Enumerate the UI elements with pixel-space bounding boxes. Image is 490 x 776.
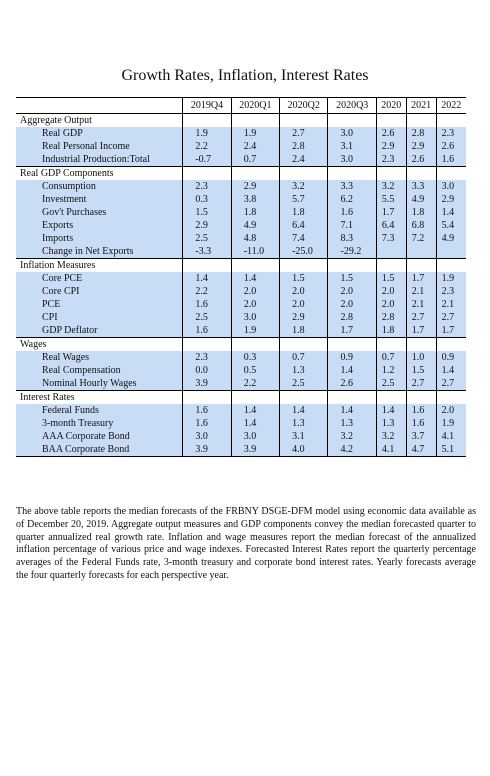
table-row	[16, 311, 466, 324]
table-row	[16, 364, 466, 377]
section-spacer	[231, 167, 279, 181]
table-cell: 1.6	[183, 324, 231, 338]
table-cell: 3.0	[183, 430, 231, 443]
section-spacer	[436, 259, 466, 273]
row-label: Federal Funds	[16, 404, 183, 417]
table-cell: 3.0	[231, 430, 279, 443]
table-cell: 0.3	[183, 193, 231, 206]
row-label: Consumption	[16, 180, 183, 193]
table-row	[16, 404, 466, 417]
column-header: 2020Q2	[280, 98, 328, 114]
table-row	[16, 245, 466, 259]
row-label: BAA Corporate Bond	[16, 443, 183, 456]
table-cell: 5.1	[436, 443, 466, 456]
table-cell: 1.3	[280, 417, 328, 430]
table-cell: 1.9	[231, 127, 279, 140]
table-cell: 1.5	[183, 206, 231, 219]
table-cell: 4.8	[231, 232, 279, 245]
table-cell: 1.4	[231, 417, 279, 430]
table-cell: -11.0	[231, 245, 279, 259]
table-cell: 2.5	[183, 311, 231, 324]
table-cell: 7.2	[406, 232, 436, 245]
table-cell: 1.9	[183, 127, 231, 140]
table-cell: 3.2	[328, 430, 376, 443]
table-cell: 2.0	[436, 404, 466, 417]
table-cell: 2.9	[231, 180, 279, 193]
table-row	[16, 324, 466, 338]
table-cell: 0.7	[376, 351, 406, 364]
table-cell: 2.6	[436, 140, 466, 153]
table-cell: 1.4	[436, 364, 466, 377]
table-cell	[436, 245, 466, 259]
table-cell: 1.7	[376, 206, 406, 219]
row-label: Real Personal Income	[16, 140, 183, 153]
row-label: Real Compensation	[16, 364, 183, 377]
table-cell: 0.3	[231, 351, 279, 364]
section-spacer	[231, 259, 279, 273]
table-cell: 1.7	[328, 324, 376, 338]
table-cell: 7.1	[328, 219, 376, 232]
section-spacer	[406, 338, 436, 352]
section-spacer	[231, 114, 279, 128]
table-cell: 1.8	[406, 206, 436, 219]
section-label: Wages	[16, 338, 183, 352]
table-row	[16, 351, 466, 364]
column-header: 2020	[376, 98, 406, 114]
section-spacer	[231, 338, 279, 352]
forecast-grid	[16, 98, 466, 456]
section-spacer	[406, 167, 436, 181]
table-cell: 3.0	[436, 180, 466, 193]
table-cell: 2.7	[406, 311, 436, 324]
table-cell: 4.1	[436, 430, 466, 443]
section-spacer	[436, 391, 466, 405]
table-cell: 2.7	[406, 377, 436, 391]
section-label: Real GDP Components	[16, 167, 183, 181]
table-cell: 2.3	[183, 180, 231, 193]
table-cell: 2.8	[328, 311, 376, 324]
table-cell: 2.5	[376, 377, 406, 391]
header-blank	[16, 98, 183, 114]
table-cell: 1.4	[328, 404, 376, 417]
table-cell: 2.7	[280, 127, 328, 140]
table-cell: 3.9	[231, 443, 279, 456]
table-cell: 2.6	[328, 377, 376, 391]
table-cell: 4.9	[231, 219, 279, 232]
row-label: Imports	[16, 232, 183, 245]
table-row	[16, 377, 466, 391]
table-cell: 4.0	[280, 443, 328, 456]
table-cell: 1.8	[280, 206, 328, 219]
table-row	[16, 285, 466, 298]
table-cell: 0.7	[231, 153, 279, 167]
column-header: 2020Q3	[328, 98, 376, 114]
table-cell: 2.1	[406, 298, 436, 311]
table-cell: 1.8	[280, 324, 328, 338]
table-cell: 3.1	[280, 430, 328, 443]
table-row	[16, 127, 466, 140]
section-spacer	[328, 114, 376, 128]
table-cell: 2.3	[376, 153, 406, 167]
table-cell: 1.6	[436, 153, 466, 167]
table-cell: 2.3	[436, 285, 466, 298]
table-row	[16, 140, 466, 153]
section-spacer	[406, 391, 436, 405]
row-label: Investment	[16, 193, 183, 206]
section-row	[16, 259, 466, 273]
table-cell: 3.3	[406, 180, 436, 193]
section-spacer	[280, 259, 328, 273]
table-cell: 2.6	[376, 127, 406, 140]
table-cell: 1.4	[376, 404, 406, 417]
table-cell: 1.4	[231, 404, 279, 417]
table-cell: 0.5	[231, 364, 279, 377]
table-cell: 1.2	[376, 364, 406, 377]
section-row	[16, 167, 466, 181]
table-row	[16, 193, 466, 206]
table-cell: 1.5	[328, 272, 376, 285]
section-spacer	[406, 259, 436, 273]
row-label: Real Wages	[16, 351, 183, 364]
section-row	[16, 391, 466, 405]
table-cell: 1.4	[280, 404, 328, 417]
table-cell: 6.4	[280, 219, 328, 232]
table-cell: 2.8	[376, 311, 406, 324]
table-cell: 3.3	[328, 180, 376, 193]
column-header: 2022	[436, 98, 466, 114]
row-label: Nominal Hourly Wages	[16, 377, 183, 391]
section-spacer	[280, 114, 328, 128]
table-row	[16, 219, 466, 232]
table-cell: 2.9	[436, 193, 466, 206]
table-cell: 3.1	[328, 140, 376, 153]
table-cell: 2.0	[328, 298, 376, 311]
table-cell: 1.5	[406, 364, 436, 377]
table-cell: 2.4	[280, 153, 328, 167]
section-spacer	[231, 391, 279, 405]
page-title: Growth Rates, Inflation, Interest Rates	[121, 67, 369, 84]
table-cell: 1.4	[436, 206, 466, 219]
table-cell: 3.0	[231, 311, 279, 324]
section-spacer	[183, 338, 231, 352]
table-cell: 2.3	[183, 351, 231, 364]
table-cell: 4.9	[406, 193, 436, 206]
table-cell: -25.0	[280, 245, 328, 259]
table-cell: 6.2	[328, 193, 376, 206]
row-label: Exports	[16, 219, 183, 232]
section-spacer	[406, 114, 436, 128]
table-cell: 3.8	[231, 193, 279, 206]
table-cell: 3.2	[376, 180, 406, 193]
table-cell: 1.4	[183, 272, 231, 285]
table-cell: 2.0	[231, 298, 279, 311]
table-cell: 1.3	[280, 364, 328, 377]
row-label: GDP Deflator	[16, 324, 183, 338]
table-cell: 5.4	[436, 219, 466, 232]
table-cell: 2.3	[436, 127, 466, 140]
table-cell: 2.2	[183, 285, 231, 298]
table-cell: 1.5	[280, 272, 328, 285]
table-cell: 1.6	[406, 417, 436, 430]
table-cell: 4.7	[406, 443, 436, 456]
table-cell: 1.9	[436, 272, 466, 285]
table-cell: 1.4	[231, 272, 279, 285]
section-label: Interest Rates	[16, 391, 183, 405]
table-cell: 2.7	[436, 311, 466, 324]
section-spacer	[328, 391, 376, 405]
table-description: The above table reports the median forecasts of the FRBNY DSGE-DFM model using economic data available as of December 20, 2019. Aggregate output measures and GDP components convey the median forecasted quarter to quarter annualized real growth rate. Inflation and wage measures report the median forecast of the annualized inflation percentage of various price and wage indexes. Forecasted Interest Rates report the quarterly percentage averages of the Federal Funds rate, 3-month treasury and corporate bond interest rates. Yearly forecasts average the four quarterly forecasts for each perspective year.	[16, 506, 476, 581]
section-spacer	[328, 338, 376, 352]
table-cell: 2.9	[406, 140, 436, 153]
table-cell: 2.0	[231, 285, 279, 298]
table-cell: 3.7	[406, 430, 436, 443]
table-cell: 1.6	[183, 404, 231, 417]
section-spacer	[328, 259, 376, 273]
table-cell: 1.3	[328, 417, 376, 430]
row-label: AAA Corporate Bond	[16, 430, 183, 443]
table-cell: 1.9	[231, 324, 279, 338]
table-cell: 1.7	[406, 272, 436, 285]
row-label: Change in Net Exports	[16, 245, 183, 259]
table-cell: 1.9	[436, 417, 466, 430]
table-cell: 1.8	[231, 206, 279, 219]
table-cell: 4.1	[376, 443, 406, 456]
table-cell: 3.2	[280, 180, 328, 193]
row-label: Industrial Production:Total	[16, 153, 183, 167]
table-cell: 3.0	[328, 127, 376, 140]
table-cell: 2.5	[280, 377, 328, 391]
table-cell: 7.3	[376, 232, 406, 245]
section-spacer	[183, 114, 231, 128]
table-cell: 2.0	[280, 298, 328, 311]
table-cell: 2.5	[183, 232, 231, 245]
table-cell: 5.5	[376, 193, 406, 206]
table-cell: 0.7	[280, 351, 328, 364]
table-cell: 1.7	[406, 324, 436, 338]
table-cell: 2.7	[436, 377, 466, 391]
row-label: Gov't Purchases	[16, 206, 183, 219]
table-row	[16, 272, 466, 285]
section-spacer	[376, 391, 406, 405]
table-cell: 3.9	[183, 377, 231, 391]
table-row	[16, 430, 466, 443]
table-cell: 3.9	[183, 443, 231, 456]
section-label: Inflation Measures	[16, 259, 183, 273]
column-header: 2021	[406, 98, 436, 114]
table-cell: 1.8	[376, 324, 406, 338]
table-cell: 2.6	[406, 153, 436, 167]
section-row	[16, 114, 466, 128]
header-row	[16, 98, 466, 114]
table-cell: 3.2	[376, 430, 406, 443]
section-spacer	[280, 338, 328, 352]
table-cell: 0.0	[183, 364, 231, 377]
row-label: Core CPI	[16, 285, 183, 298]
table-row	[16, 180, 466, 193]
row-label: Core PCE	[16, 272, 183, 285]
table-cell: -0.7	[183, 153, 231, 167]
table-cell: 1.6	[183, 417, 231, 430]
table-cell: 0.9	[328, 351, 376, 364]
table-cell: 2.9	[376, 140, 406, 153]
column-header: 2020Q1	[231, 98, 279, 114]
table-cell: 2.0	[280, 285, 328, 298]
table-cell: 2.0	[376, 298, 406, 311]
section-spacer	[376, 338, 406, 352]
row-label: Real GDP	[16, 127, 183, 140]
section-spacer	[183, 167, 231, 181]
section-label: Aggregate Output	[16, 114, 183, 128]
table-cell: 2.1	[436, 298, 466, 311]
table-cell: 1.6	[328, 206, 376, 219]
table-row	[16, 417, 466, 430]
table-cell: 1.0	[406, 351, 436, 364]
table-cell: 1.6	[406, 404, 436, 417]
section-spacer	[436, 114, 466, 128]
table-cell: 6.4	[376, 219, 406, 232]
table-cell: 2.2	[183, 140, 231, 153]
section-spacer	[376, 114, 406, 128]
table-row	[16, 153, 466, 167]
table-cell	[376, 245, 406, 259]
row-label: PCE	[16, 298, 183, 311]
section-spacer	[280, 167, 328, 181]
section-spacer	[183, 391, 231, 405]
table-cell: 2.0	[376, 285, 406, 298]
section-spacer	[280, 391, 328, 405]
table-cell: 1.6	[183, 298, 231, 311]
table-row	[16, 232, 466, 245]
table-cell: 7.4	[280, 232, 328, 245]
row-label: 3-month Treasury	[16, 417, 183, 430]
table-cell: 4.9	[436, 232, 466, 245]
table-cell: 2.8	[406, 127, 436, 140]
column-header: 2019Q4	[183, 98, 231, 114]
section-row	[16, 338, 466, 352]
table-cell: 2.1	[406, 285, 436, 298]
table-cell: 2.2	[231, 377, 279, 391]
section-spacer	[436, 167, 466, 181]
table-cell: 8.3	[328, 232, 376, 245]
table-cell: 0.9	[436, 351, 466, 364]
table-cell	[406, 245, 436, 259]
table-cell: 2.4	[231, 140, 279, 153]
section-spacer	[376, 259, 406, 273]
table-cell: -3.3	[183, 245, 231, 259]
section-spacer	[328, 167, 376, 181]
table-cell: 1.4	[328, 364, 376, 377]
row-label: CPI	[16, 311, 183, 324]
table-cell: 1.7	[436, 324, 466, 338]
table-row	[16, 206, 466, 219]
table-cell: 2.0	[328, 285, 376, 298]
table-row	[16, 298, 466, 311]
forecast-table	[16, 97, 466, 457]
table-cell: 1.5	[376, 272, 406, 285]
table-cell: 6.8	[406, 219, 436, 232]
table-cell: 4.2	[328, 443, 376, 456]
section-spacer	[183, 259, 231, 273]
table-cell: 2.9	[280, 311, 328, 324]
section-spacer	[376, 167, 406, 181]
table-row	[16, 443, 466, 456]
table-cell: 2.8	[280, 140, 328, 153]
table-cell: 1.3	[376, 417, 406, 430]
table-cell: -29.2	[328, 245, 376, 259]
section-spacer	[436, 338, 466, 352]
table-cell: 2.9	[183, 219, 231, 232]
table-cell: 5.7	[280, 193, 328, 206]
table-cell: 3.0	[328, 153, 376, 167]
